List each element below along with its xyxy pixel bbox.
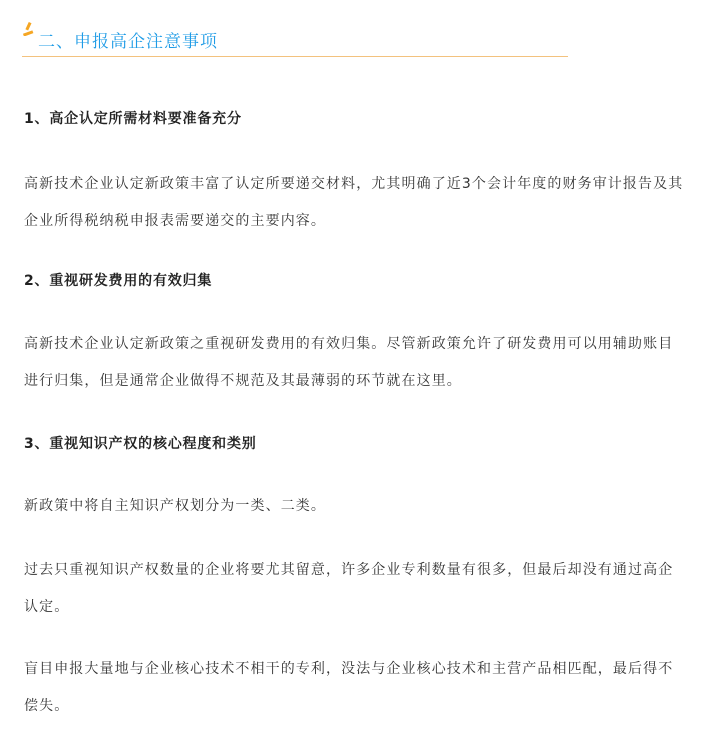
section-header	[22, 22, 568, 57]
orange-slash-icon	[22, 22, 34, 36]
item-paragraph-3a: 新政策中将自主知识产权划分为一类、二类。	[24, 498, 326, 514]
item-heading-3: 3、重视知识产权的核心程度和类别	[24, 436, 257, 452]
item-paragraph-3b: 过去只重视知识产权数量的企业将要尤其留意，许多企业专利数量有很多，但最后却没有通过高企认定。	[24, 562, 674, 615]
item-paragraph-3c: 盲目申报大量地与企业核心技术不相干的专利，没法与企业核心技术和主营产品相匹配，最后得不偿失。	[24, 661, 674, 714]
item-paragraph-2: 高新技术企业认定新政策之重视研发费用的有效归集。尽管新政策允许了研发费用可以用辅助账目进行归集，但是通常企业做得不规范及其最薄弱的环节就在这里。	[24, 336, 674, 389]
item-paragraph-1: 高新技术企业认定新政策丰富了认定所要递交材料，尤其明确了近3个会计年度的财务审计报告及其企业所得税纳税申报表需要递交的主要内容。	[24, 176, 684, 229]
item-heading-1: 1、高企认定所需材料要准备充分	[24, 111, 242, 127]
item-heading-2: 2、重视研发费用的有效归集	[24, 273, 213, 289]
section-title: 二、申报高企注意事项	[38, 32, 218, 52]
